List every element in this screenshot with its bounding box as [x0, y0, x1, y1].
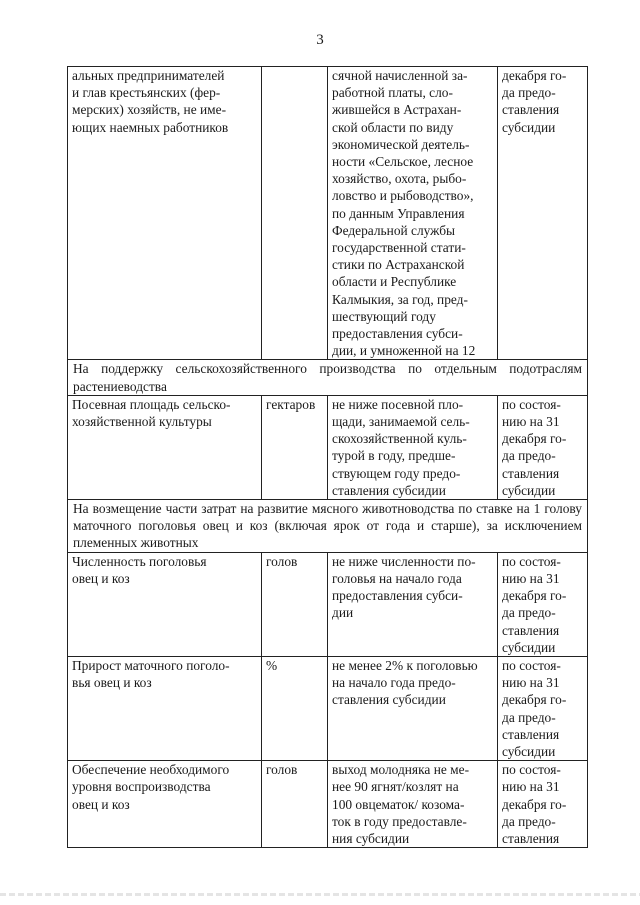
date-cell: по состоя- нию на 31 декабря го- да предо- ставления субсидии: [498, 656, 588, 760]
section-heading: На поддержку сельскохозяйственного производства по отдельным подотраслям растениеводства: [68, 360, 588, 395]
table-row: [68, 656, 588, 760]
date-cell: по состоя- нию на 31 декабря го- да предо- ставления субсидии: [498, 395, 588, 499]
value-cell: не ниже посевной пло- щади, занимаемой сель- скохозяйственной куль- турой в году, предше- ствующем году предо- ставления субсидии: [328, 395, 498, 499]
unit-cell: [262, 67, 328, 360]
indicator-cell: Посевная площадь сельско- хозяйственной культуры: [68, 395, 262, 499]
table-row: [68, 395, 588, 499]
indicator-cell: альных предпринимателей и глав крестьянских (фер- мерских) хозяйств, не име- ющих наемных работников: [68, 67, 262, 360]
value-cell: не менее 2% к поголовью на начало года предо- ставления субсидии: [328, 656, 498, 760]
section-row: [68, 500, 588, 553]
section-heading: На возмещение части затрат на развитие мясного животноводства по ставке на 1 голову маточного поголовья овец и коз (включая ярок от года и старше), за исключением племенных животных: [68, 500, 588, 553]
table-row: [68, 552, 588, 656]
value-cell: сячной начисленной за- работной платы, сло- жившейся в Астрахан- ской области по виду экономической деятель- ности «Сельское, лесное хозяйство, охота, рыбо- ловство и рыбоводство», по данным Управления Федеральной службы государственной стати- стики по Астраханской области и Республике Калмыкия, за год, пред- шествующий году предоставления субси- дии, и умноженной на 12: [328, 67, 498, 360]
unit-cell: голов: [262, 552, 328, 656]
date-cell: по состоя- нию на 31 декабря го- да предо- ставления: [498, 761, 588, 848]
unit-cell: гектаров: [262, 395, 328, 499]
date-cell: по состоя- нию на 31 декабря го- да предо- ставления субсидии: [498, 552, 588, 656]
indicator-cell: Прирост маточного поголо- вья овец и коз: [68, 656, 262, 760]
scan-edge-artifact: [0, 893, 640, 896]
date-cell: декабря го- да предо- ставления субсидии: [498, 67, 588, 360]
value-cell: выход молодняка не ме- нее 90 ягнят/козлят на 100 овцематок/ козома- ток в году предоставле- ния субсидии: [328, 761, 498, 848]
value-cell: не ниже численности по- головья на начало года предоставления субси- дии: [328, 552, 498, 656]
unit-cell: голов: [262, 761, 328, 848]
indicator-cell: Численность поголовья овец и коз: [68, 552, 262, 656]
unit-cell: %: [262, 656, 328, 760]
indicators-table: [67, 66, 588, 848]
table-row: [68, 761, 588, 848]
section-row: [68, 360, 588, 395]
table-row: [68, 67, 588, 360]
page-number: 3: [316, 32, 324, 48]
indicator-cell: Обеспечение необходимого уровня воспроизводства овец и коз: [68, 761, 262, 848]
